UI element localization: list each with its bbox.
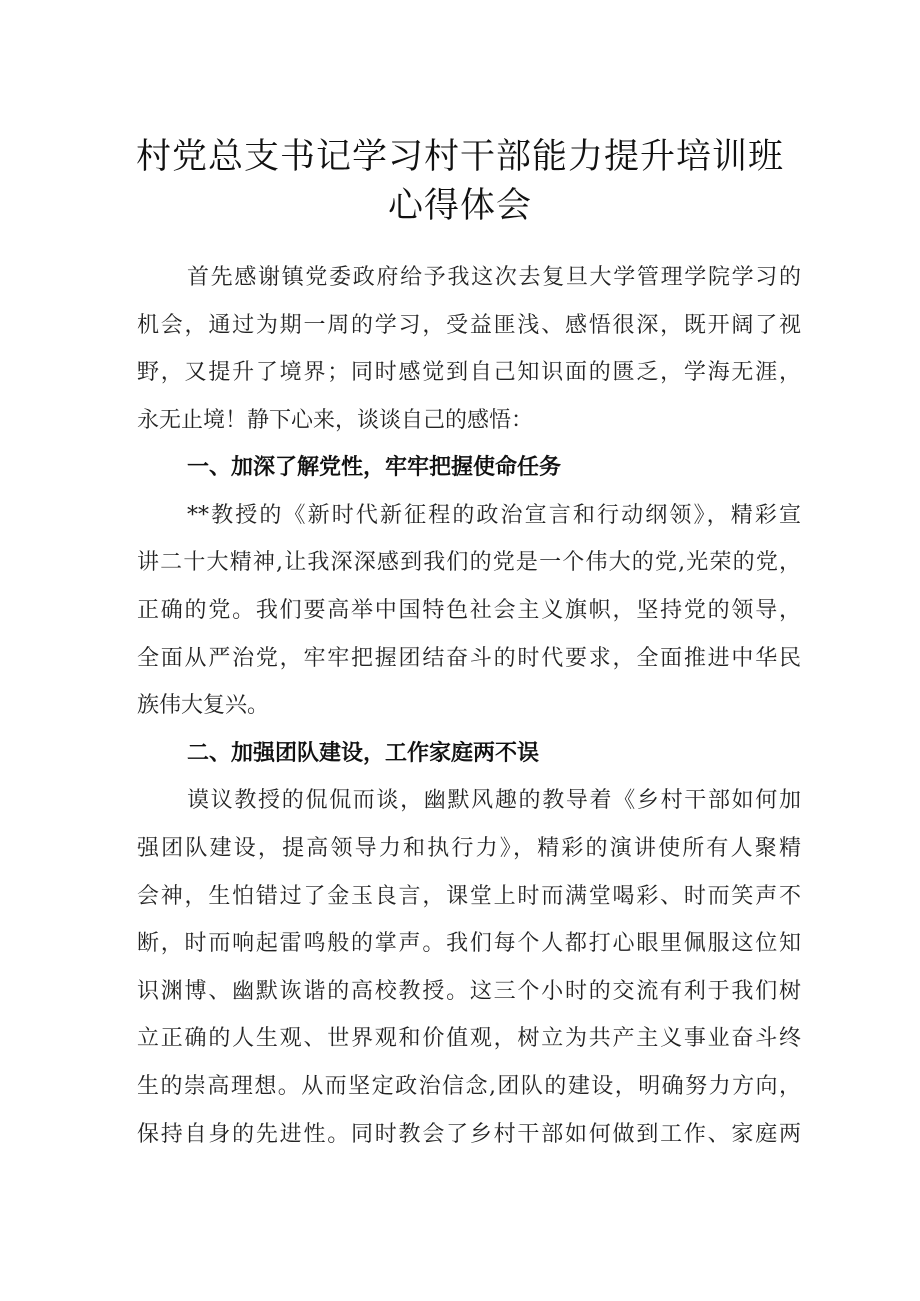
section-1-paragraph-line: 族伟大复兴。 <box>137 693 270 718</box>
section-2-paragraph-line: 断，时而响起雷鸣般的掌声。我们每个人都打心眼里佩服这位知 <box>137 931 801 956</box>
document-title-line-2: 心得体会 <box>387 186 532 226</box>
section-1-paragraph-line: 讲二十大精神,让我深深感到我们的党是一个伟大的党,光荣的党， <box>137 550 801 575</box>
section-1-paragraph-line: **教授的《新时代新征程的政治宣言和行动纲领》，精彩宣 <box>187 503 801 528</box>
section-2-paragraph-line: 保持自身的先进性。同时教会了乡村干部如何做到工作、家庭两 <box>137 1122 801 1147</box>
intro-paragraph-line: 首先感谢镇党委政府给予我这次去复旦大学管理学院学习的 <box>187 265 801 290</box>
section-2-paragraph-line: 识渊博、幽默诙谐的高校教授。这三个小时的交流有利于我们树 <box>137 979 801 1004</box>
section-1-paragraph-line: 正确的党。我们要高举中国特色社会主义旗帜，坚持党的领导， <box>137 598 801 623</box>
intro-paragraph-line: 野，又提升了境界；同时感觉到自己知识面的匮乏，学海无涯， <box>137 360 801 385</box>
section-2-paragraph-line: 立正确的人生观、世界观和价值观，树立为共产主义事业奋斗终 <box>137 1026 801 1051</box>
section-1-paragraph-line: 全面从严治党，牢牢把握团结奋斗的时代要求，全面推进中华民 <box>137 646 801 671</box>
section-2-heading: 二、加强团队建设，工作家庭两不误 <box>187 741 540 766</box>
section-2-paragraph-line: 谟议教授的侃侃而谈，幽默风趣的教导着《乡村干部如何加 <box>187 788 801 813</box>
document-title-line-1: 村党总支书记学习村干部能力提升培训班 <box>135 137 784 177</box>
intro-paragraph-line: 永无止境！静下心来，谈谈自己的感悟： <box>137 408 534 433</box>
section-2-paragraph-line: 会神，生怕错过了金玉良言，课堂上时而满堂喝彩、时而笑声不 <box>137 884 801 909</box>
section-2-paragraph-line: 强团队建设，提高领导力和执行力》，精彩的演讲使所有人聚精 <box>137 836 801 861</box>
intro-paragraph-line: 机会，通过为期一周的学习，受益匪浅、感悟很深，既开阔了视 <box>137 313 801 338</box>
section-1-heading: 一、加深了解党性，牢牢把握使命任务 <box>187 455 562 480</box>
section-2-paragraph-line: 生的崇高理想。从而坚定政治信念,团队的建设，明确努力方向， <box>137 1074 801 1099</box>
